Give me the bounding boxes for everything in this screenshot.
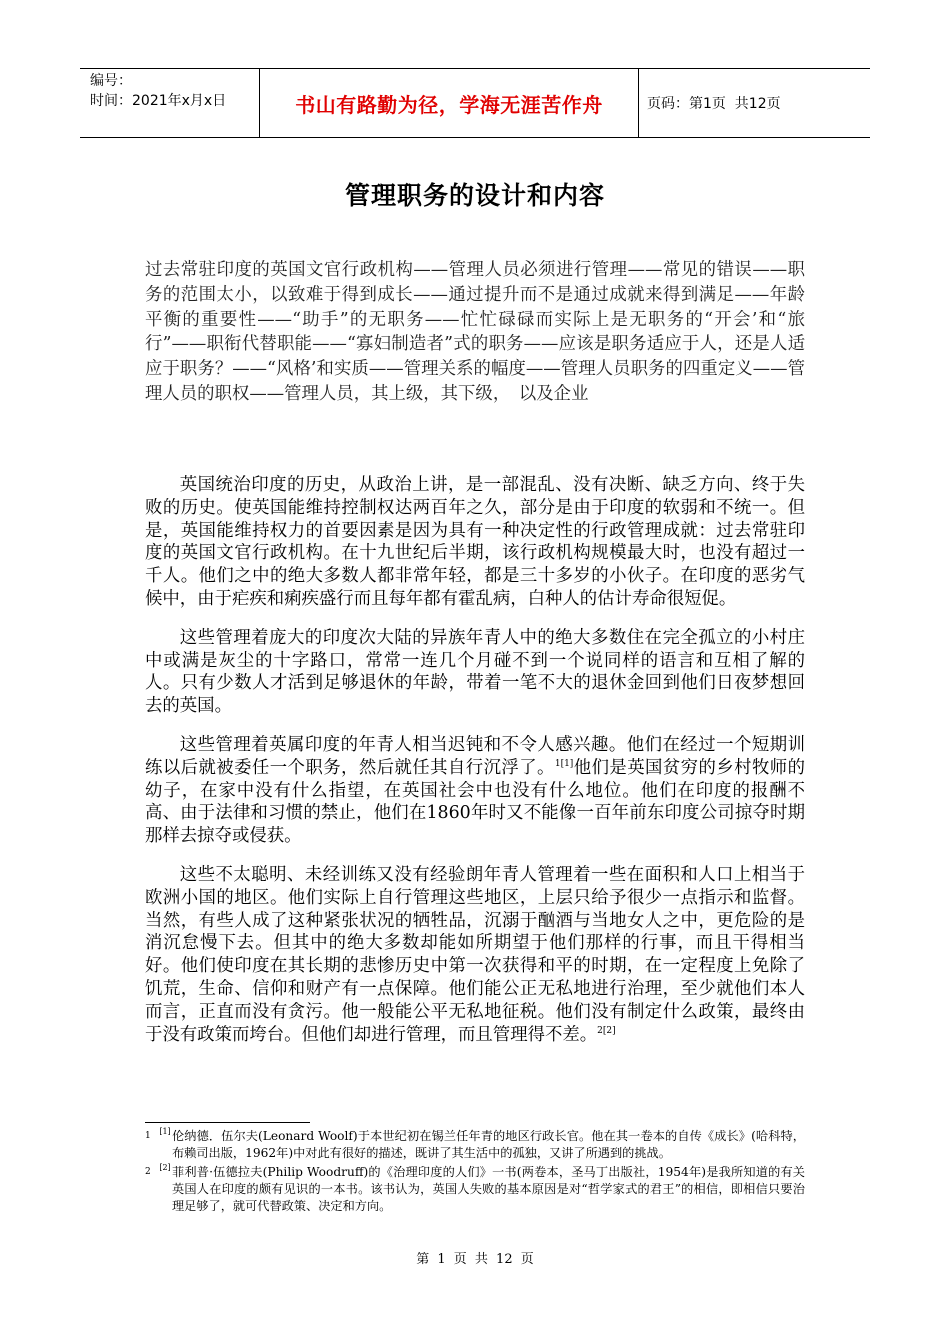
- header-motto: 书山有路勤为径，学海无涯苦作舟: [260, 69, 639, 137]
- footnote-separator: [145, 1122, 310, 1123]
- paragraph-3: [145, 734, 805, 848]
- footnote-1-number: 1: [145, 1131, 151, 1141]
- header-page-info: 页码：第1页 共12页: [647, 96, 781, 112]
- header-page-info-cell: [639, 69, 870, 137]
- paragraph-4-text: 这些不太聪明、未经训练又没有经验朗年青人管理着一些在面积和人口上相当于欧洲小国的地区。他们实际上自行管理这些地区，上层只给予很少一点指示和监督。当然，有些人成了这种紧张状况的牺牲品，沉溺于酗酒与当地女人之中，更危险的是消沉怠慢下去。但其中的绝大多数却能如所期望于他们那样的行事，而且干得相当好。他们使印度在其长期的悲惨历史中第一次获得和平的时期，在一定程度上免除了饥荒，生命、信仰和财产有一点保障。他们能公正无私地进行治理，至少就他们本人而言，正直而没有贪污。他一般能公平无私地征税。他们没有制定什么政策，最终由于没有政策而垮台。但他们却进行管理，而且管理得不差。: [145, 864, 805, 1045]
- paragraph-2: 这些管理着庞大的印度次大陆的异族年青人中的绝大多数住在完全孤立的小村庄中或满是灰尘的十字路口，常常一连几个月碰不到一个说同样的语言和互相了解的人。只有少数人才活到足够退休的年龄，带着一笔不大的退休金回到他们日夜梦想回去的英国。: [145, 627, 805, 717]
- footnote-2: [145, 1164, 805, 1215]
- body-text: [145, 474, 805, 1062]
- document-header: [80, 68, 870, 138]
- footnote-2-text: 菲利普·伍德拉夫(Philip Woodruff)的《治理印度的人们》一书(两卷本，圣马丁出版社，1954年)是我所知道的有关英国人在印度的颇有见识的一本书。该书认为，英国人失败的基本原因是对“哲学家式的君王”的相信，即相信只要治理足够了，就可代替政策、决定和方向。: [172, 1165, 805, 1213]
- header-time-label: 时间：2021年x月x日: [90, 93, 227, 109]
- paragraph-4: [145, 864, 805, 1046]
- footnote-1: [145, 1128, 805, 1162]
- footnote-ref-1[interactable]: 1[1]: [554, 758, 574, 769]
- page-footer: 第 1 页 共 12 页: [416, 1252, 534, 1267]
- footnote-1-ref: [1]: [159, 1127, 171, 1136]
- header-number-label: 编号：: [90, 73, 132, 89]
- paragraph-3-part-a: 这些管理着英属印度的年青人相当迟钝和不令人感兴趣。他们在经过一个短期训练以后就被委任一个职务，然后就任其自行沉浮了。: [145, 734, 805, 778]
- footnote-2-number: 2: [145, 1167, 151, 1177]
- footnote-1-text: 伦纳德．伍尔夫(Leonard Woolf)于本世纪初在锡兰任年青的地区行政长官。他在其一卷本的自传《成长》(哈科特，布赖司出版，1962年)中对此有很好的描述，既讲了其生活中的孤独，又讲了所遇到的挑战。: [172, 1129, 805, 1160]
- chapter-abstract: 过去常驻印度的英国文官行政机构——管理人员必须进行管理——常见的错误——职务的范围太小，以致难于得到成长——通过提升而不是通过成就来得到满足——年龄平衡的重要性——“助手”的无职务——忙忙碌碌而实际上是无职务的“开会’和“旅行”——职衔代替职能——“寡妇制造者”式的职务——应该是职务适应于人，还是人适应于职务？——“风格’和实质——管理关系的幅度——管理人员职务的四重定义——管理人员的职权——管理人员，其上级，其下级， 以及企业: [145, 260, 805, 404]
- paragraph-3-part-b: 他们是英国贫穷的乡村牧师的幼子，在家中没有什么指望，在英国社会中也没有什么地位。他们在印度的报酬不高、由于法律和习惯的禁止，他们在1860年时又不能像一百年前东印度公司掠夺时期那样去掠夺或侵获。: [145, 757, 805, 847]
- footnote-ref-2[interactable]: 2[2]: [597, 1025, 616, 1036]
- footnote-1-marker: [145, 1128, 171, 1145]
- footnotes: [145, 1128, 805, 1217]
- paragraph-1: 英国统治印度的历史，从政治上讲，是一部混乱、没有决断、缺乏方向、终于失败的历史。使英国能维持控制权达两百年之久，部分是由于印度的软弱和不统一。但是，英国能维持权力的首要因素是因为具有一种决定性的行政管理成就：过去常驻印度的英国文官行政机构。在十九世纪后半期，该行政机构规模最大时，也没有超过一千人。他们之中的绝大多数人都非常年轻，都是三十多岁的小伙子。在印度的恶劣气候中，由于疟疾和痢疾盛行而且每年都有霍乱病，白种人的估计寿命很短促。: [145, 475, 805, 609]
- header-meta: [80, 69, 260, 137]
- document-title: 管理职务的设计和内容: [344, 181, 605, 210]
- footnote-2-marker: [145, 1164, 171, 1181]
- footnote-2-ref: [2]: [159, 1163, 171, 1172]
